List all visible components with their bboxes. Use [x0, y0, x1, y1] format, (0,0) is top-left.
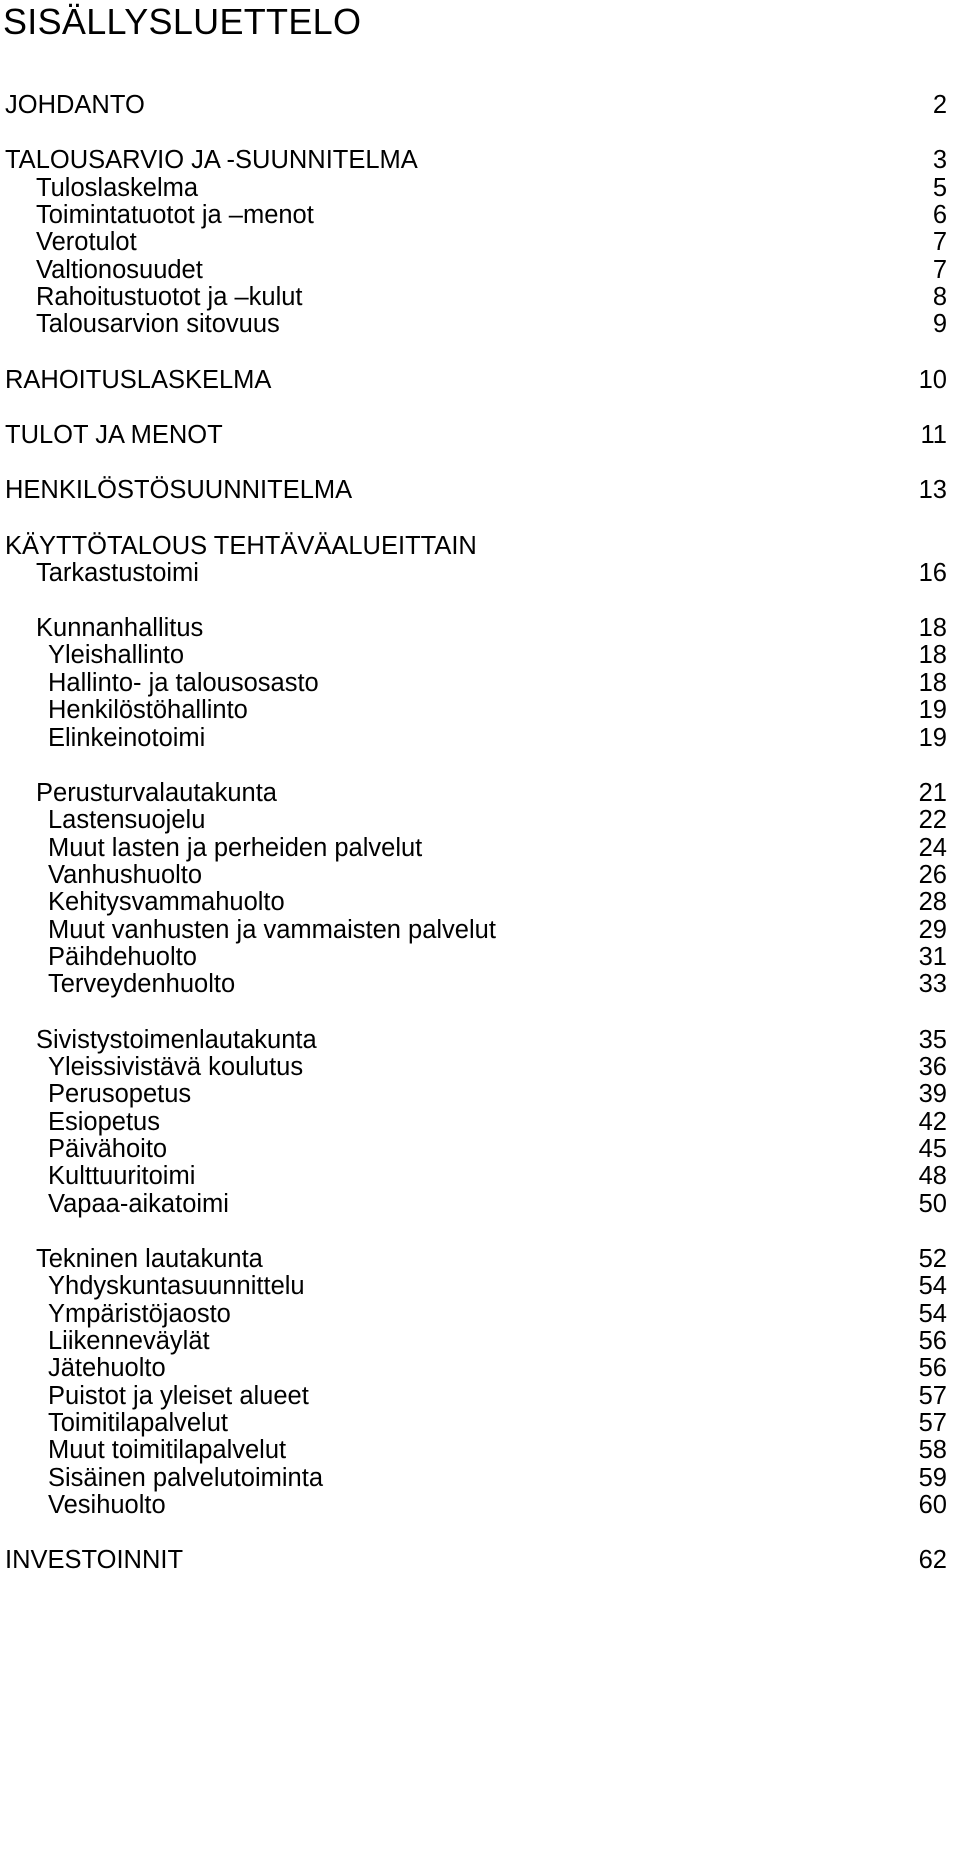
toc-entry-page-number: 28 — [918, 888, 947, 916]
toc-entry-page-number: 35 — [918, 1026, 947, 1054]
toc-entry — [0, 308, 960, 340]
toc-entry-title: Sisäinen palvelutoiminta — [48, 1464, 323, 1492]
toc-entry-page-number: 60 — [918, 1491, 947, 1519]
toc-entry-title: Tekninen lautakunta — [36, 1245, 263, 1273]
toc-entry-page-number: 57 — [918, 1409, 947, 1437]
toc-entry-title: Sivistystoimenlautakunta — [36, 1026, 317, 1054]
toc-entry-title: Toimitilapalvelut — [48, 1409, 228, 1437]
toc-entry-title: INVESTOINNIT — [5, 1546, 184, 1574]
toc-entry-title: Päihdehuolto — [48, 943, 197, 971]
toc-entry-page-number: 54 — [918, 1272, 947, 1300]
toc-entry-title: Kehitysvammahuolto — [48, 888, 285, 916]
toc-entry — [0, 722, 960, 754]
toc-entry-title: Yhdyskuntasuunnittelu — [48, 1272, 305, 1300]
toc-entry-page-number: 58 — [918, 1436, 947, 1464]
toc-entry — [0, 89, 960, 121]
toc-entry-title: Vesihuolto — [48, 1491, 166, 1519]
toc-entry — [0, 474, 960, 506]
toc-entry-page-number: 29 — [918, 916, 947, 944]
toc-entry-title: Hallinto- ja talousosasto — [48, 669, 319, 697]
toc-entry-title: TULOT JA MENOT — [5, 421, 223, 449]
toc-entry-title: Puistot ja yleiset alueet — [48, 1382, 309, 1410]
toc-entry-title: KÄYTTÖTALOUS TEHTÄVÄALUEITTAIN — [5, 532, 477, 560]
toc-entry-page-number: 48 — [918, 1162, 947, 1190]
toc-entry-page-number: 18 — [918, 669, 947, 697]
toc-entry-page-number: 5 — [932, 174, 947, 202]
toc-entry-page-number: 39 — [918, 1080, 947, 1108]
toc-entry-page-number: 2 — [932, 91, 947, 119]
toc-entry-page-number: 59 — [918, 1464, 947, 1492]
toc-entry-title: TALOUSARVIO JA -SUUNNITELMA — [5, 146, 418, 174]
toc-entry-title: Valtionosuudet — [36, 256, 203, 284]
toc-entry-title: RAHOITUSLASKELMA — [5, 366, 272, 394]
toc-entry-page-number: 13 — [918, 476, 947, 504]
toc-entry-page-number: 21 — [918, 779, 947, 807]
toc-entry-title: Ympäristöjaosto — [48, 1300, 231, 1328]
toc-entry-title: Yleissivistävä koulutus — [48, 1053, 304, 1081]
toc-entry-title: JOHDANTO — [5, 91, 145, 119]
toc-entry-title: Verotulot — [36, 228, 137, 256]
toc-entry-page-number: 9 — [932, 310, 947, 338]
toc-entry-title: Toimintatuotot ja –menot — [36, 201, 314, 229]
toc-entry-page-number: 50 — [918, 1190, 947, 1218]
toc-entry-title: Muut lasten ja perheiden palvelut — [48, 834, 423, 862]
toc-entry-page-number: 36 — [918, 1053, 947, 1081]
toc-entry-title: Kunnanhallitus — [36, 614, 204, 642]
toc-entry — [0, 968, 960, 1000]
toc-entry-page-number: 24 — [918, 834, 947, 862]
toc-entry-title: Henkilöstöhallinto — [48, 696, 248, 724]
toc-entry-page-number: 19 — [918, 696, 947, 724]
toc-entry-title: Perusopetus — [48, 1080, 192, 1108]
toc-entry-title: Esiopetus — [48, 1108, 160, 1136]
toc-entry-page-number: 56 — [918, 1327, 947, 1355]
toc-entry-title: Liikenneväylät — [48, 1327, 210, 1355]
toc-entry-page-number: 11 — [920, 421, 947, 449]
toc-entry-page-number: 10 — [918, 366, 947, 394]
toc-entry — [0, 1544, 960, 1576]
page-title: SISÄLLYSLUETTELO — [3, 1, 362, 42]
toc-entry-page-number: 45 — [918, 1135, 947, 1163]
toc-entry-title: HENKILÖSTÖSUUNNITELMA — [5, 476, 353, 504]
toc-entry-title: Vanhushuolto — [48, 861, 203, 889]
toc-entry-page-number: 18 — [918, 614, 947, 642]
toc-entry-page-number: 22 — [918, 806, 947, 834]
toc-entry-title: Muut toimitilapalvelut — [48, 1436, 287, 1464]
toc-entry-title: Terveydenhuolto — [48, 970, 236, 998]
toc-entry-title: Kulttuuritoimi — [48, 1162, 196, 1190]
toc-entry-page-number: 18 — [918, 641, 947, 669]
toc-entry-page-number: 3 — [932, 146, 947, 174]
toc-entry-page-number: 19 — [918, 724, 947, 752]
toc-entry-page-number: 7 — [932, 256, 947, 284]
toc-entry-page-number: 52 — [918, 1245, 947, 1273]
toc-entry-page-number: 62 — [918, 1546, 947, 1574]
toc-entry-page-number: 7 — [932, 228, 947, 256]
toc-entry-page-number: 57 — [918, 1382, 947, 1410]
toc-entry-page-number: 16 — [918, 559, 947, 587]
toc-entry — [0, 1489, 960, 1521]
toc-entry-title: Tuloslaskelma — [36, 174, 199, 202]
toc-entry-title: Muut vanhusten ja vammaisten palvelut — [48, 916, 496, 944]
toc-entry-page-number: 31 — [918, 943, 947, 971]
toc-entry — [0, 1188, 960, 1220]
toc-entry-page-number: 6 — [932, 201, 947, 229]
toc-entry-title: Lastensuojelu — [48, 806, 206, 834]
toc-entry-page-number: 42 — [918, 1108, 947, 1136]
toc-entry-title: Vapaa-aikatoimi — [48, 1190, 229, 1218]
toc-entry-page-number: 33 — [918, 970, 947, 998]
toc-entry — [0, 419, 960, 451]
toc-entry-page-number: 56 — [918, 1354, 947, 1382]
toc-entry-title: Tarkastustoimi — [36, 559, 199, 587]
toc-entry-page-number: 8 — [932, 283, 947, 311]
toc-entry-title: Perusturvalautakunta — [36, 779, 277, 807]
toc-entry — [0, 557, 960, 589]
toc-entry-page-number: 54 — [918, 1300, 947, 1328]
toc-entry-title: Talousarvion sitovuus — [36, 310, 280, 338]
toc-entry-title: Rahoitustuotot ja –kulut — [36, 283, 303, 311]
toc-entry-title: Jätehuolto — [48, 1354, 166, 1382]
toc-entry-page-number: 26 — [918, 861, 947, 889]
toc-entry-title: Yleishallinto — [48, 641, 185, 669]
toc-entry — [0, 364, 960, 396]
toc-entry-title: Elinkeinotoimi — [48, 724, 206, 752]
toc-entry-title: Päivähoito — [48, 1135, 168, 1163]
